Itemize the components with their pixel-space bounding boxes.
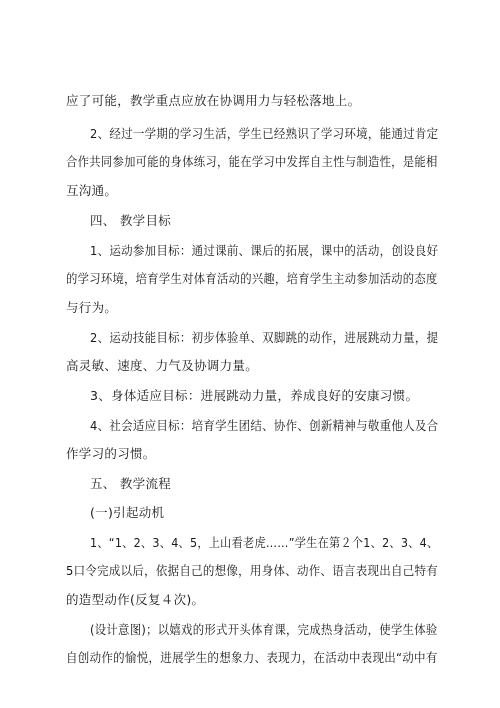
text-line: 合作共同参加可能的身体练习，能在学习中发挥自主性与制造性，是能相 [66, 154, 438, 169]
text-line: 与行为。 [66, 300, 118, 315]
text-line: 4、社会适应目标：培育学生团结、协作、创新精神与敬重他人及合 [90, 418, 439, 433]
text-line: 互沟通。 [66, 183, 118, 198]
text-line: (设计意图)；以嬉戏的形式开头体育课，完成热身活动，使学生体验 [90, 622, 438, 637]
text-line: 应了可能，教学重点应放在协调用力与轻松落地上。 [66, 93, 361, 108]
text-line: 高灵敏、速度、力气及协调力量。 [66, 358, 259, 373]
text-line: 2、经过一学期的学习生活，学生已经熟识了学习环境，能通过肯定 [90, 126, 439, 141]
section-heading: 四、 教学目标 [90, 213, 172, 228]
section-heading: 五、 教学流程 [90, 476, 172, 491]
text-line: 1、“1、2、3、4、5，上山看老虎……”学生在第２个1、2、3、4、 [90, 535, 439, 550]
text-line: 5口令完成以后，依据自己的想像，用身体、动作、语言表现出自己特有 [66, 563, 439, 578]
text-line: 自创动作的愉悦，进展学生的想象力、表现力，在活动中表现出“动中有 [66, 650, 438, 665]
text-line: 的学习环境，培育学生对体育活动的兴趣，培育学生主动参加活动的态度 [66, 271, 438, 286]
text-line: 2、运动技能目标：初步体验单、双脚跳的动作，进展跳动力量，提 [90, 330, 439, 345]
text-line: 1、运动参加目标：通过课前、课后的拓展，课中的活动，创设良好 [90, 243, 439, 258]
text-line: 3、身体适应目标：进展跳动力量，养成良好的安康习惯。 [90, 388, 419, 403]
text-line: 的造型动作(反复４次)。 [66, 592, 205, 607]
text-line: 作学习的习惯。 [66, 446, 156, 461]
subsection-heading: (一)引起动机 [90, 505, 165, 520]
